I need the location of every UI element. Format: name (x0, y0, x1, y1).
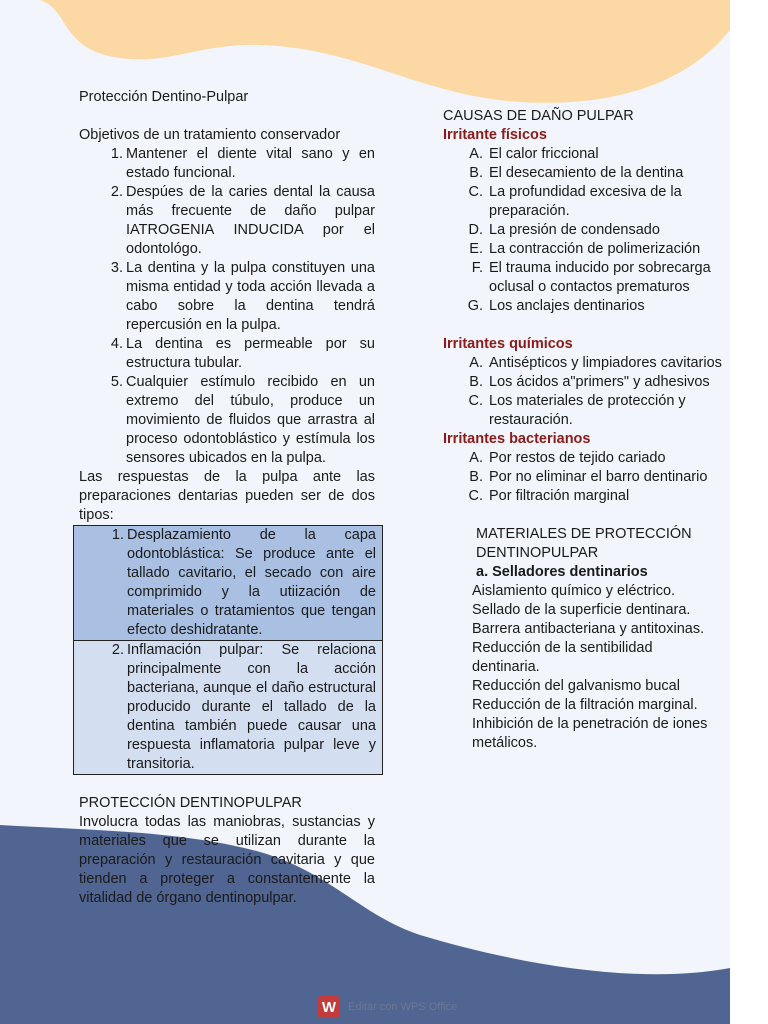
list-item: B. Los ácidos a"primers" y adhesivos (469, 374, 710, 390)
list-item: 1. Mantener el diente vital sano y en estado funcional. (110, 146, 375, 181)
list-item: C. Por filtración marginal (468, 488, 630, 504)
list-item: Barrera antibacteriana y antitoxinas. (472, 621, 705, 637)
list-item: 3. La dentina y la pulpa constituyen una misma entidad y toda acción llevada a cabo sobre la dentina tendrá repercusión en la pulpa. (110, 260, 375, 333)
list-item: 2. Despúes de la caries dental la causa más frecuente de daño pulpar IATROGENIA INDUCIDA por el odontológo. (110, 184, 375, 257)
list-item: A. Antisépticos y limpiadores cavitarios (469, 355, 722, 371)
responses-table (73, 525, 383, 775)
materials-heading: MATERIALES DE PROTECCIÓN DENTINOPULPAR (476, 526, 692, 561)
bacterial-irritants-heading: Irritantes bacterianos (443, 431, 591, 447)
list-item: Reducción de la filtración marginal. (472, 697, 698, 713)
response-item-inflammation: 2. Inflamación pulpar: Se relaciona principalmente con la acción bacteriana, aunque el daño estructural producido durante el tallado de la dentina también puede causar una respuesta inflamatoria pulpar leve y transitoria. (74, 641, 382, 774)
objectives-heading: Objetivos de un tratamiento conservador (79, 127, 341, 143)
list-item: 4. La dentina es permeable por su estructura tubular. (110, 336, 375, 371)
list-item: D. La presión de condensado (468, 222, 660, 238)
list-item: E. La contracción de polimerización (469, 241, 701, 257)
list-item: G. Los anclajes dentinarios (467, 298, 645, 314)
list-item: 5. Cualquier estímulo recibido en un extremo del túbulo, produce un movimiento de fluidos que arrastra al proceso odontoblástico y estímula los sensores ubicados en la pulpa. (110, 374, 375, 466)
sealers-list (443, 582, 723, 753)
list-item: C. Los materiales de protección y restauración. (468, 393, 686, 428)
list-item: A. Por restos de tejido cariado (469, 450, 666, 466)
list-item: Inhibición de la penetración de iones metálicos. (472, 716, 708, 751)
physical-irritants-heading: Irritante físicos (443, 127, 547, 143)
list-item: Sellado de la superficie dentinara. (472, 602, 691, 618)
list-item: C. La profundidad excesiva de la preparación. (468, 184, 682, 219)
protection-heading: PROTECCIÓN DENTINOPULPAR (79, 795, 302, 811)
chemical-irritants-heading: Irritantes químicos (443, 336, 573, 352)
bacterial-irritants-list (443, 449, 723, 506)
wps-edit-link[interactable]: Editar con WPS Office (348, 1001, 458, 1013)
list-item: B. Por no eliminar el barro dentinario (469, 469, 708, 485)
list-item: B. El desecamiento de la dentina (469, 165, 684, 181)
objectives-list (79, 145, 375, 468)
page-title: Protección Dentino-Pulpar (79, 89, 249, 105)
list-item: Reducción de la sentibilidad dentinaria. (472, 640, 653, 675)
chemical-irritants-list (443, 354, 723, 430)
physical-irritants-list (443, 145, 723, 316)
causes-heading: CAUSAS DE DAÑO PULPAR (443, 108, 634, 124)
left-column (79, 88, 375, 908)
protection-paragraph: Involucra todas las maniobras, sustancias y materiales que se utilizan durante la preparación y restauración cavitaria y que tienden a proteger a constantemente la vitalidad de órgano dentinopulpar. (79, 814, 375, 906)
wps-footer[interactable] (318, 996, 457, 1018)
sealers-heading: a. Selladores dentinarios (476, 564, 648, 580)
list-item: Aislamiento químico y eléctrico. (472, 583, 676, 599)
list-item: Reducción del galvanismo bucal (472, 678, 680, 694)
list-item: A. El calor friccional (469, 146, 599, 162)
wps-logo-icon: W (318, 996, 340, 1018)
response-item-displacement: 1. Desplazamiento de la capa odontoblástica: Se produce ante el tallado cavitario, el secado con aire comprimido y la utiización de materiales o tratamientos que tengan efecto deshidratante. (74, 526, 382, 641)
list-item: F. El trauma inducido por sobrecarga oclusal o contactos prematuros (471, 260, 711, 295)
responses-intro: Las respuestas de la pulpa ante las preparaciones dentarias pueden ser de dos tipos: (79, 469, 375, 523)
right-column (443, 107, 723, 753)
